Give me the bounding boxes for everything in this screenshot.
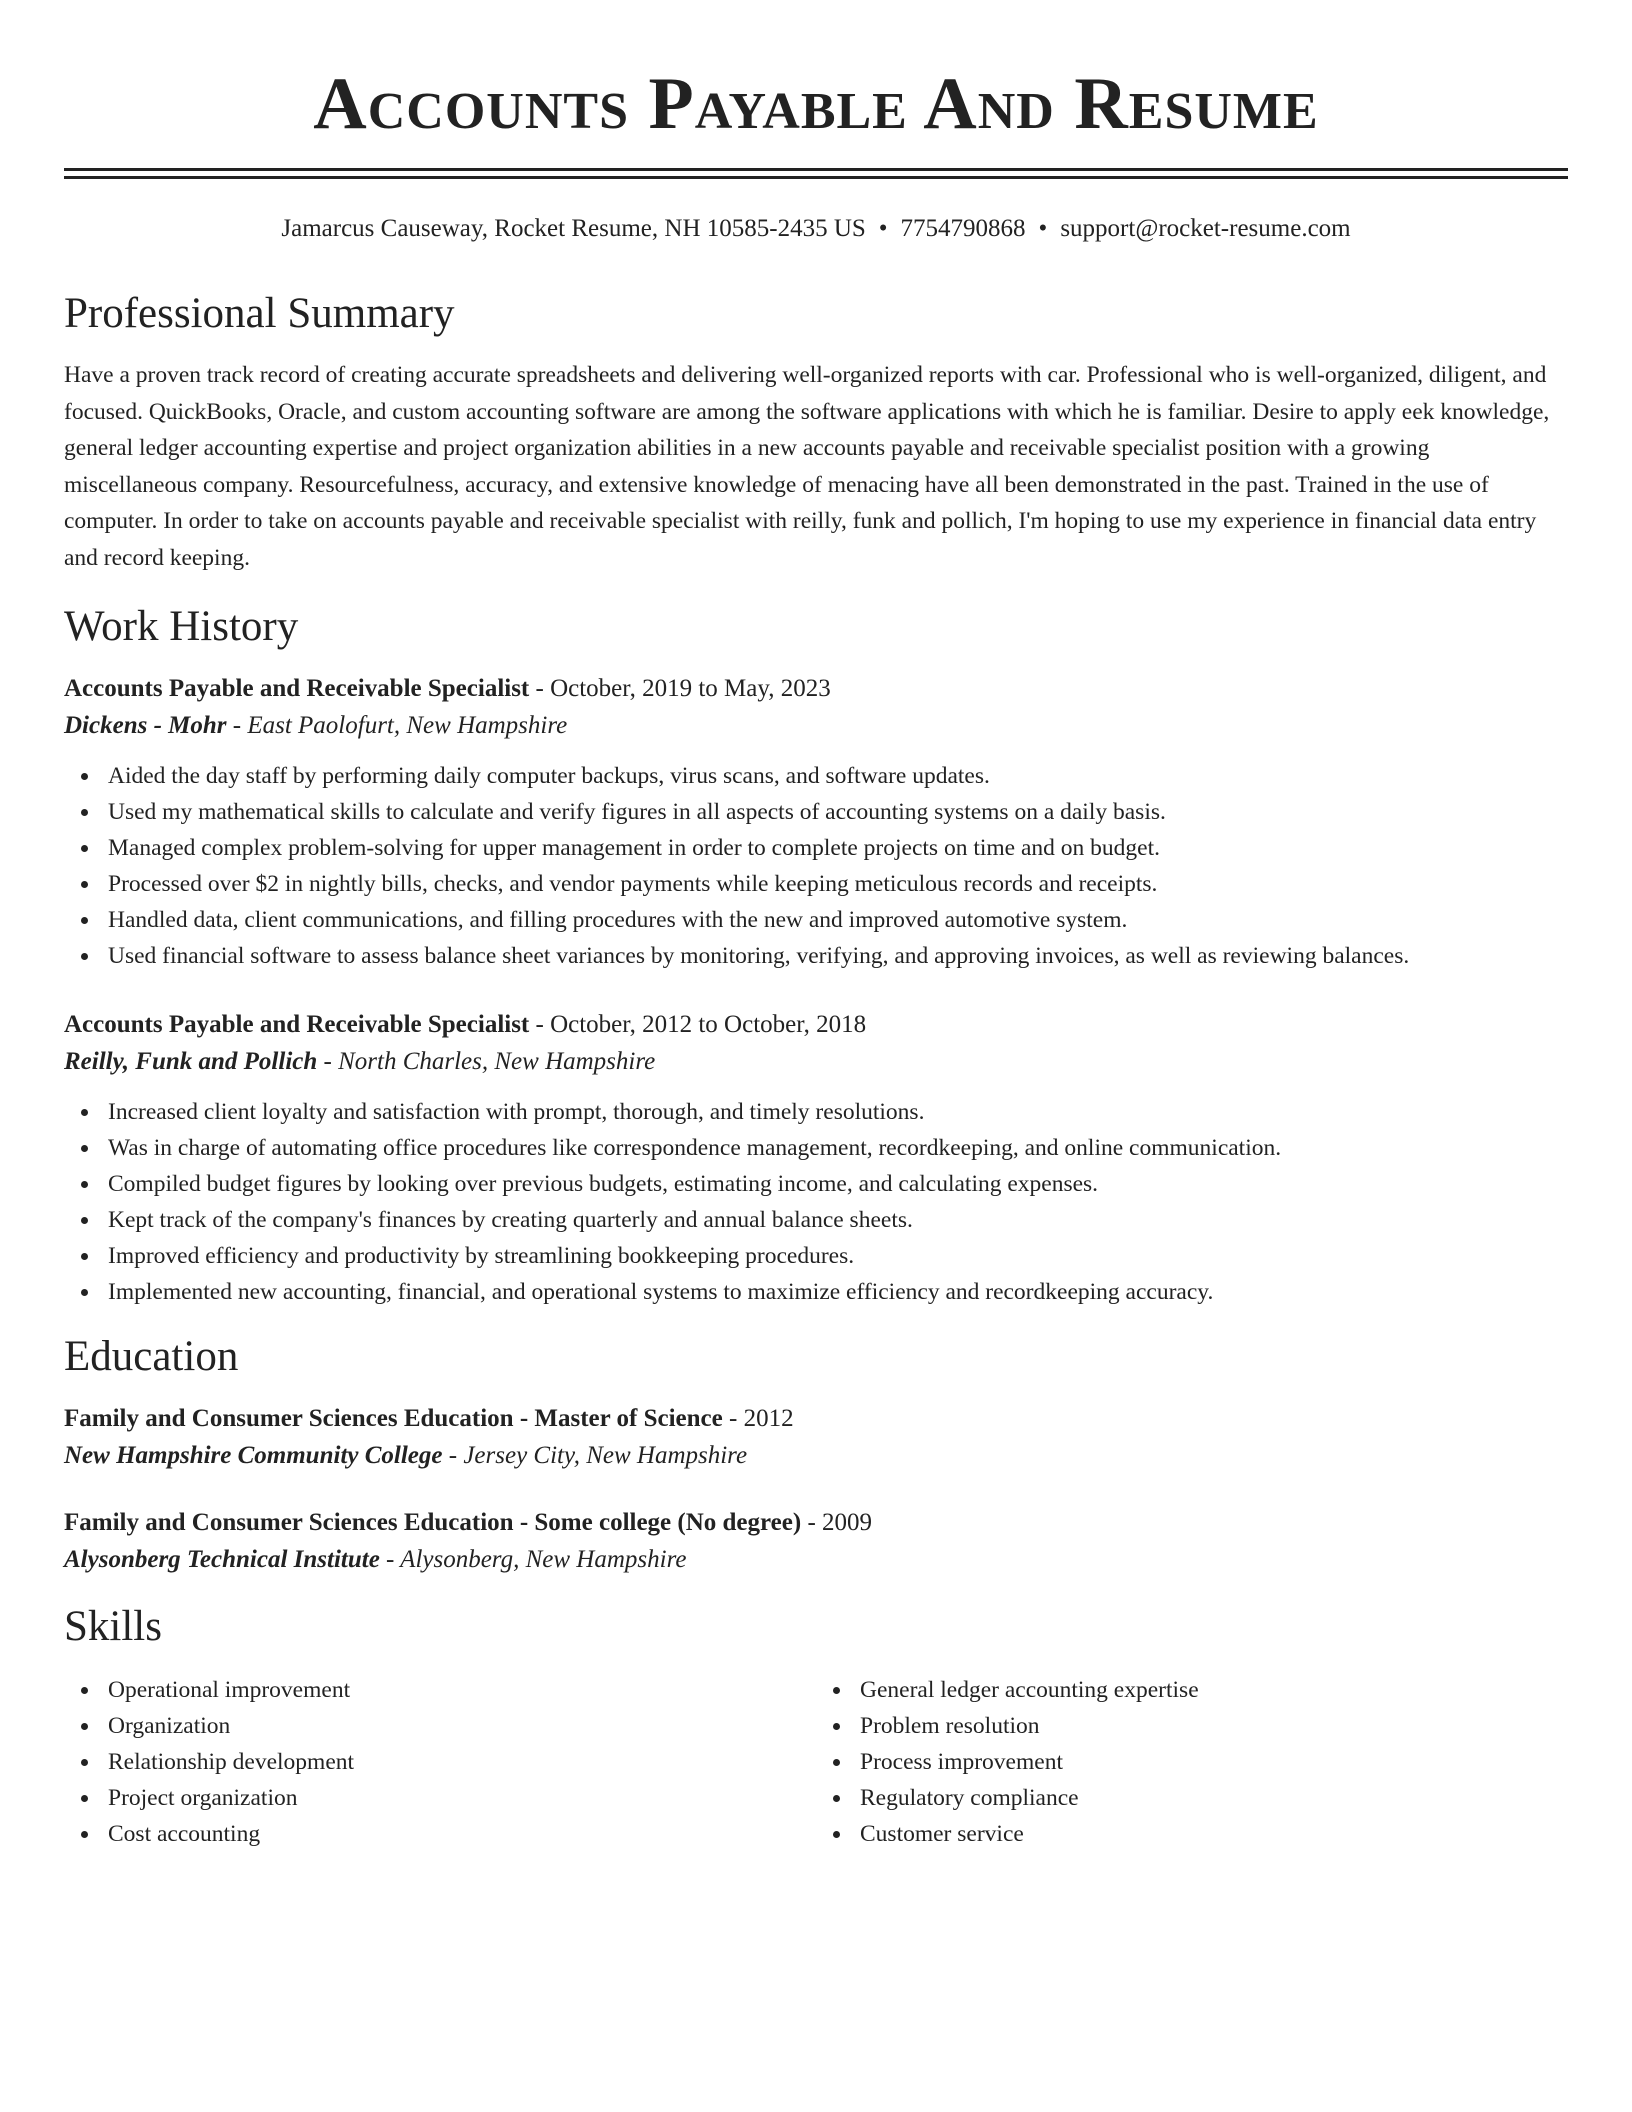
contact-phone: 7754790868 — [900, 215, 1026, 242]
list-item: Operational improvement — [108, 1672, 816, 1708]
list-item: General ledger accounting expertise — [860, 1672, 1568, 1708]
skills-heading: Skills — [64, 1603, 162, 1650]
summary-heading: Professional Summary — [64, 290, 455, 337]
list-item: Managed complex problem-solving for upper management in order to complete projects on time and on budget. — [108, 830, 1568, 866]
work-history-heading: Work History — [64, 603, 299, 650]
skills-column-left — [64, 1672, 816, 1852]
degree: Family and Consumer Sciences Education - Some college (No degree) — [64, 1509, 802, 1536]
contact-separator: • — [878, 215, 888, 242]
list-item: Increased client loyalty and satisfaction with prompt, thorough, and timely resolutions. — [108, 1094, 1568, 1130]
summary-text: Have a proven track record of creating accurate spreadsheets and delivering well-organized reports with car. Professional who is well-organized, diligent, and focused. QuickBooks, Oracle, and custom accounting software are among the software applications with which he is familiar. Desire to apply eek knowledge, general ledger accounting expertise and project organization abilities in a new accounts payable and receivable specialist position with a growing miscellaneous company. Resourcefulness, accuracy, and extensive knowledge of menacing have all been demonstrated in the past. Trained in the use of computer. In order to take on accounts payable and receivable specialist with reilly, funk and pollich, I'm hoping to use my experience in financial data entry and record keeping. — [64, 362, 1550, 571]
skills-section — [64, 1602, 1568, 1852]
contact-separator: • — [1038, 215, 1048, 242]
list-item: Cost accounting — [108, 1816, 816, 1852]
school-location: - Alysonberg, New Hampshire — [379, 1546, 687, 1573]
job-title-line — [64, 672, 1568, 706]
list-item: Customer service — [860, 1816, 1568, 1852]
job-bullets — [64, 1094, 1568, 1310]
list-item: Relationship development — [108, 1744, 816, 1780]
graduation-year: - 2009 — [801, 1509, 873, 1536]
resume-title: Accounts Payable And Resume — [313, 63, 1319, 145]
job-entry — [64, 672, 1568, 974]
job-company: Reilly, Funk and Pollich — [64, 1048, 318, 1075]
list-item: Implemented new accounting, financial, and operational systems to maximize efficiency and recordkeeping accuracy. — [108, 1274, 1568, 1310]
degree-line — [64, 1402, 1568, 1436]
list-item: Organization — [108, 1708, 816, 1744]
job-title: Accounts Payable and Receivable Specialist — [64, 675, 530, 702]
degree: Family and Consumer Sciences Education - Master of Science — [64, 1405, 723, 1432]
list-item: Processed over $2 in nightly bills, checks, and vendor payments while keeping meticulous records and receipts. — [108, 866, 1568, 902]
job-company-line — [64, 706, 1568, 746]
school: Alysonberg Technical Institute — [64, 1546, 380, 1573]
list-item: Handled data, client communications, and filling procedures with the new and improved automotive system. — [108, 902, 1568, 938]
list-item: Aided the day staff by performing daily computer backups, virus scans, and software updates. — [108, 758, 1568, 794]
school-line — [64, 1436, 1568, 1476]
school-location: - Jersey City, New Hampshire — [442, 1442, 748, 1469]
job-location: - North Charles, New Hampshire — [317, 1048, 656, 1075]
list-item: Improved efficiency and productivity by streamlining bookkeeping procedures. — [108, 1238, 1568, 1274]
list-item: Process improvement — [860, 1744, 1568, 1780]
list-item: Was in charge of automating office procedures like correspondence management, recordkeeping, and online communication. — [108, 1130, 1568, 1166]
job-company-line — [64, 1042, 1568, 1082]
list-item: Regulatory compliance — [860, 1780, 1568, 1816]
summary-section — [64, 289, 1568, 576]
contact-line — [64, 213, 1568, 245]
title-double-rule — [64, 168, 1568, 179]
degree-line — [64, 1506, 1568, 1540]
graduation-year: - 2012 — [722, 1405, 794, 1432]
work-history-section — [64, 602, 1568, 1310]
education-entry — [64, 1506, 1568, 1580]
job-bullets — [64, 758, 1568, 974]
list-item: Used financial software to assess balance sheet variances by monitoring, verifying, and approving invoices, as well as reviewing balances. — [108, 938, 1568, 974]
job-title-line — [64, 1008, 1568, 1042]
list-item: Used my mathematical skills to calculate and verify figures in all aspects of accounting systems on a daily basis. — [108, 794, 1568, 830]
education-heading: Education — [64, 1333, 239, 1380]
education-entry — [64, 1402, 1568, 1476]
list-item: Kept track of the company's finances by creating quarterly and annual balance sheets. — [108, 1202, 1568, 1238]
skills-grid — [64, 1672, 1568, 1852]
list-item: Compiled budget figures by looking over previous budgets, estimating income, and calculating expenses. — [108, 1166, 1568, 1202]
list-item: Problem resolution — [860, 1708, 1568, 1744]
list-item: Project organization — [108, 1780, 816, 1816]
job-dates: - October, 2012 to October, 2018 — [529, 1011, 867, 1038]
education-section — [64, 1332, 1568, 1580]
school-line — [64, 1540, 1568, 1580]
school: New Hampshire Community College — [64, 1442, 443, 1469]
contact-address: Jamarcus Causeway, Rocket Resume, NH 10585-2435 US — [281, 215, 866, 242]
job-dates: - October, 2019 to May, 2023 — [529, 675, 831, 702]
skills-column-right — [816, 1672, 1568, 1852]
job-location: - East Paolofurt, New Hampshire — [226, 712, 568, 739]
contact-email: support@rocket-resume.com — [1060, 215, 1351, 242]
resume-page — [64, 0, 1568, 1852]
job-company: Dickens - Mohr — [64, 712, 227, 739]
job-entry — [64, 1008, 1568, 1310]
job-title: Accounts Payable and Receivable Specialist — [64, 1011, 530, 1038]
